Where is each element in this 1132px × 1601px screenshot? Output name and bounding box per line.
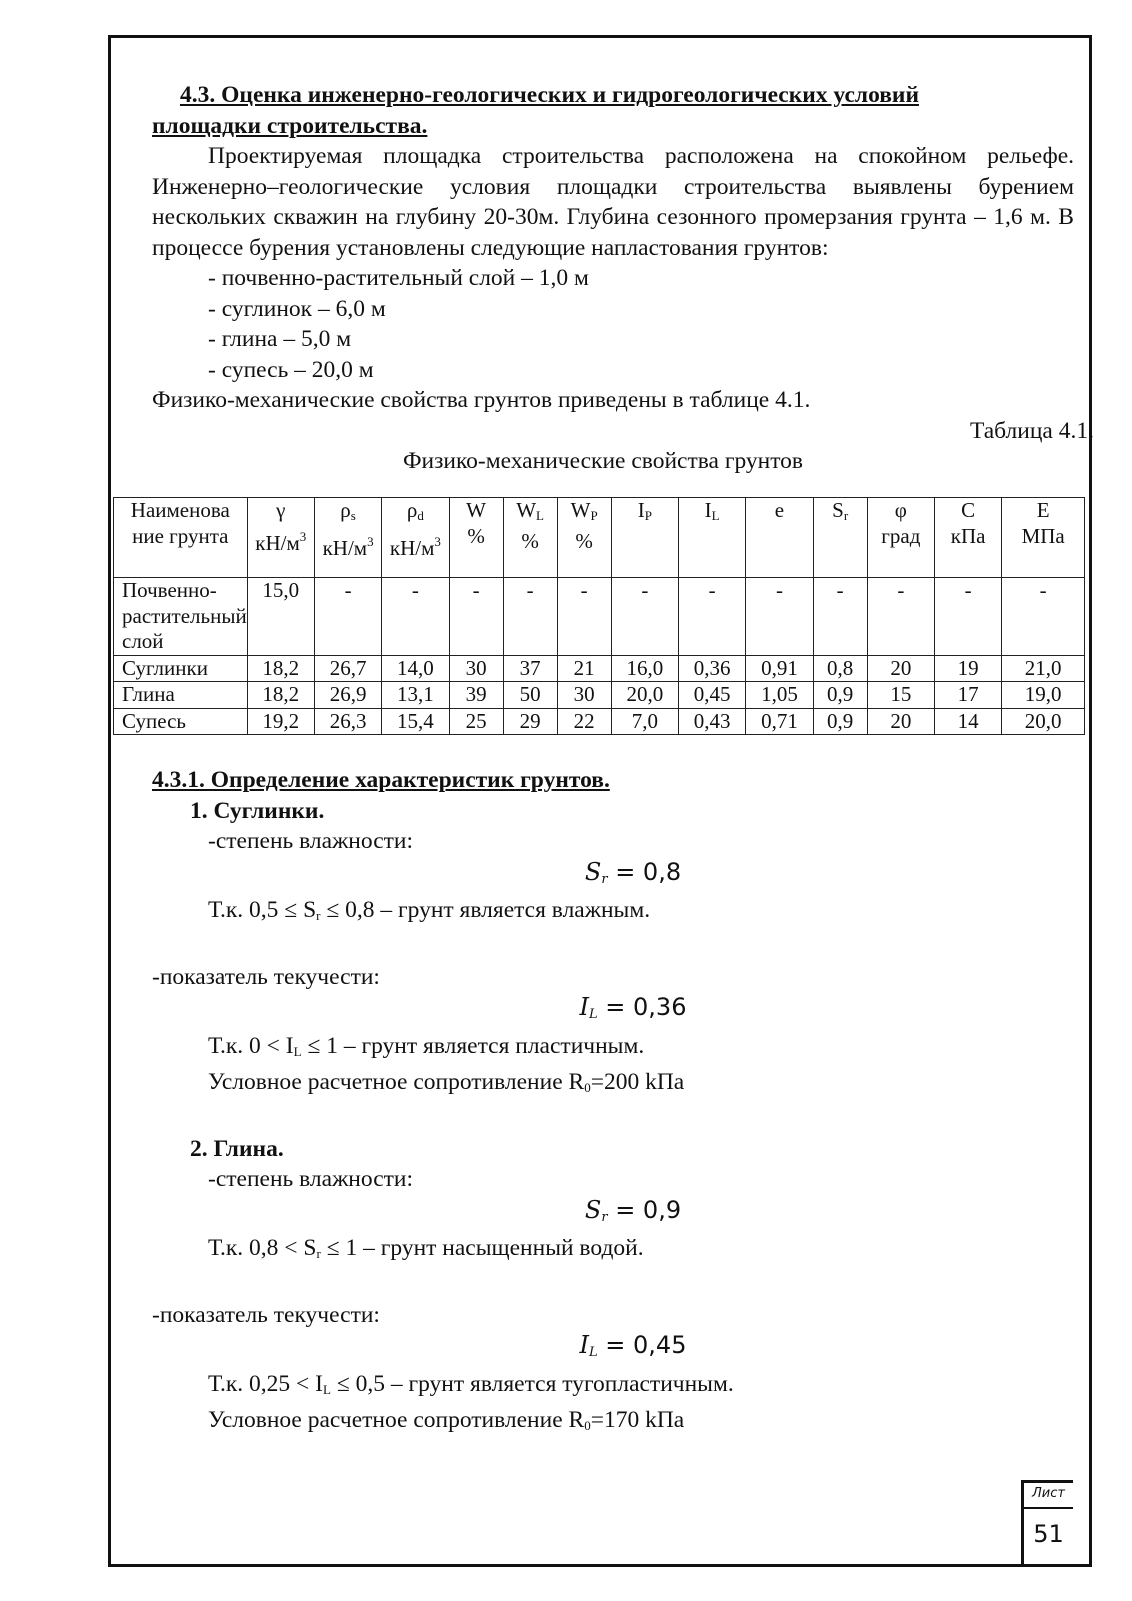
- soil2-fluidity-label: -показатель текучести:: [152, 1301, 380, 1328]
- list-item: - супесь – 20,0 м: [208, 356, 374, 383]
- table-cell: -: [382, 578, 449, 656]
- list-item: - суглинок – 6,0 м: [208, 295, 386, 322]
- header-cell: C кПа: [934, 498, 1001, 578]
- soil1-fluidity-note: Т.к. $0 < I_L \le 1$ – грунт является пластичным.: [208, 1032, 645, 1059]
- table-cell: 15,4: [382, 708, 449, 735]
- soil2-fluidity-note: Т.к. $0,25 < I_L \le 0,5$ – грунт является тугопластичным.: [208, 1370, 734, 1397]
- table-cell: -: [746, 578, 813, 656]
- table-row: [114, 655, 1085, 682]
- table-cell: -: [449, 578, 503, 656]
- layers-list: [152, 263, 1074, 385]
- soil1-resistance: Условное расчетное сопротивление $R_0=200$ kПа: [208, 1069, 685, 1095]
- soil2-moisture-note: Т.к. $0,8 < S_r \le 1$ – грунт насыщенный водой.: [208, 1235, 644, 1261]
- soil1-moisture-note: Т.к. $0,5 \le S_r \le 0,8$ – грунт является влажным.: [208, 897, 651, 923]
- header-cell: $W_L$ %: [503, 498, 557, 578]
- table-cell: 26,3: [314, 708, 381, 735]
- table-cell: 20,0: [611, 682, 678, 709]
- table-cell: 0,43: [679, 708, 746, 735]
- table-cell: -: [679, 578, 746, 656]
- header-cell: $I_L$: [679, 498, 746, 578]
- header-cell: e: [746, 498, 813, 578]
- table-cell: -: [314, 578, 381, 656]
- header-cell: $S_r$: [813, 498, 867, 578]
- table-cell: 30: [449, 655, 503, 682]
- table-cell: 22: [557, 708, 611, 735]
- header-cell: $\rho_d$ $кН/м^3$: [382, 498, 449, 578]
- table-cell: 15,0: [247, 578, 314, 656]
- table-cell: -: [611, 578, 678, 656]
- table-header-row: [114, 498, 1085, 578]
- table-cell: 39: [449, 682, 503, 709]
- table-cell: 20: [867, 655, 934, 682]
- header-cell: φ град: [867, 498, 934, 578]
- table-cell: 25: [449, 708, 503, 735]
- table-cell: 26,7: [314, 655, 381, 682]
- table-cell: 17: [934, 682, 1001, 709]
- page-number: 51: [1033, 1520, 1064, 1548]
- table-cell: 50: [503, 682, 557, 709]
- header-cell: $W_P$ %: [557, 498, 611, 578]
- page-body: [152, 80, 1094, 477]
- table-cell: -: [503, 578, 557, 656]
- intro-paragraph: Проектируемая площадка строительства расположена на спокойном рельефе. Инженерно–геологические условия площадки строительства выявлены бурением нескольких скважин на глубину 20-30м. Глубина сезонного промерзания грунта – 1,6 м. В процессе бурения установлены следующие напластования грунтов:: [152, 143, 1074, 261]
- table-cell: 16,0: [611, 655, 678, 682]
- header-cell: $\rho_s$ $кН/м^3$: [314, 498, 381, 578]
- soil-name-cell: Почвенно-растительный слой: [114, 578, 248, 656]
- table-cell: 21: [557, 655, 611, 682]
- table-cell: 19,0: [1002, 682, 1085, 709]
- soil1-moisture-formula: $S_r = 0,8$: [584, 857, 682, 887]
- table-cell: 13,1: [382, 682, 449, 709]
- table-cell: 0,36: [679, 655, 746, 682]
- table-cell: 18,2: [247, 682, 314, 709]
- soil2-moisture-label: -степень влажности:: [208, 1166, 414, 1192]
- soil2-title: 2. Глина.: [190, 1135, 284, 1162]
- soil1-moisture-label: -степень влажности:: [208, 828, 414, 854]
- table-cell: 0,9: [813, 682, 867, 709]
- table-cell: 14,0: [382, 655, 449, 682]
- table-cell: 19,2: [247, 708, 314, 735]
- soil2-moisture-formula: $S_r = 0,9$: [584, 1195, 682, 1225]
- table-cell: 0,9: [813, 708, 867, 735]
- table-cell: -: [557, 578, 611, 656]
- table-cell: 14: [934, 708, 1001, 735]
- soil-name-cell: Суглинки: [114, 655, 248, 682]
- table-cell: 7,0: [611, 708, 678, 735]
- soil1-fluidity-formula: $I_L = 0,36$: [579, 993, 687, 1022]
- table-cell: -: [934, 578, 1001, 656]
- soil2-resistance: Условное расчетное сопротивление $R_0=170$ kПа: [208, 1407, 685, 1433]
- header-cell: γ $кН/м^3$: [247, 498, 314, 578]
- table-cell: 0,91: [746, 655, 813, 682]
- soil2-fluidity-formula: $I_L = 0,45$: [579, 1331, 687, 1360]
- table-cell: -: [1002, 578, 1085, 656]
- table-cell: 30: [557, 682, 611, 709]
- table-cell: 20: [867, 708, 934, 735]
- table-body: [114, 578, 1085, 735]
- subsection: [152, 765, 1074, 1442]
- table-cell: 20,0: [1002, 708, 1085, 735]
- table-cell: 19: [934, 655, 1001, 682]
- list-item: - почвенно-растительный слой – 1,0 м: [208, 265, 589, 291]
- table-cell: 0,45: [679, 682, 746, 709]
- table-cell: 37: [503, 655, 557, 682]
- header-cell: W %: [449, 498, 503, 578]
- table-cell: 29: [503, 708, 557, 735]
- header-cell: E МПа: [1002, 498, 1085, 578]
- sheet-label: Лист: [1024, 1483, 1073, 1509]
- table-row: [114, 682, 1085, 709]
- table-cell: 1,05: [746, 682, 813, 709]
- table-cell: 21,0: [1002, 655, 1085, 682]
- table-cell: 0,71: [746, 708, 813, 735]
- table-cell: 0,8: [813, 655, 867, 682]
- table-cell: -: [867, 578, 934, 656]
- soil1-fluidity-label: -показатель текучести:: [152, 963, 380, 990]
- table-cell: 18,2: [247, 655, 314, 682]
- table-reference: Физико-механические свойства грунтов приведены в таблице 4.1.: [152, 387, 811, 413]
- table-row: [114, 578, 1085, 656]
- subsection-title: 4.3.1. Определение характеристик грунтов.: [152, 767, 610, 793]
- table-cell: -: [813, 578, 867, 656]
- header-cell: Наименова ние грунта: [114, 498, 248, 578]
- table-cell: 15: [867, 682, 934, 709]
- list-item: - глина – 5,0 м: [208, 326, 352, 352]
- table-cell: 26,9: [314, 682, 381, 709]
- section-title: [152, 80, 1074, 141]
- table-number: Таблица 4.1.: [969, 417, 1094, 444]
- soil-name-cell: Глина: [114, 682, 248, 709]
- section-title-line2: площадки строительства.: [152, 112, 428, 139]
- soil-name-cell: Супесь: [114, 708, 248, 735]
- soil-properties-table: [113, 497, 1085, 735]
- soil1-title: 1. Суглинки.: [190, 797, 325, 824]
- header-cell: $I_P$: [611, 498, 678, 578]
- section-title-line1: 4.3. Оценка инженерно-геологических и гидрогеологических условий: [180, 82, 919, 108]
- table-caption: Физико-механические свойства грунтов: [402, 448, 804, 474]
- table-row: [114, 708, 1085, 735]
- sheet-stamp: [1021, 1480, 1073, 1565]
